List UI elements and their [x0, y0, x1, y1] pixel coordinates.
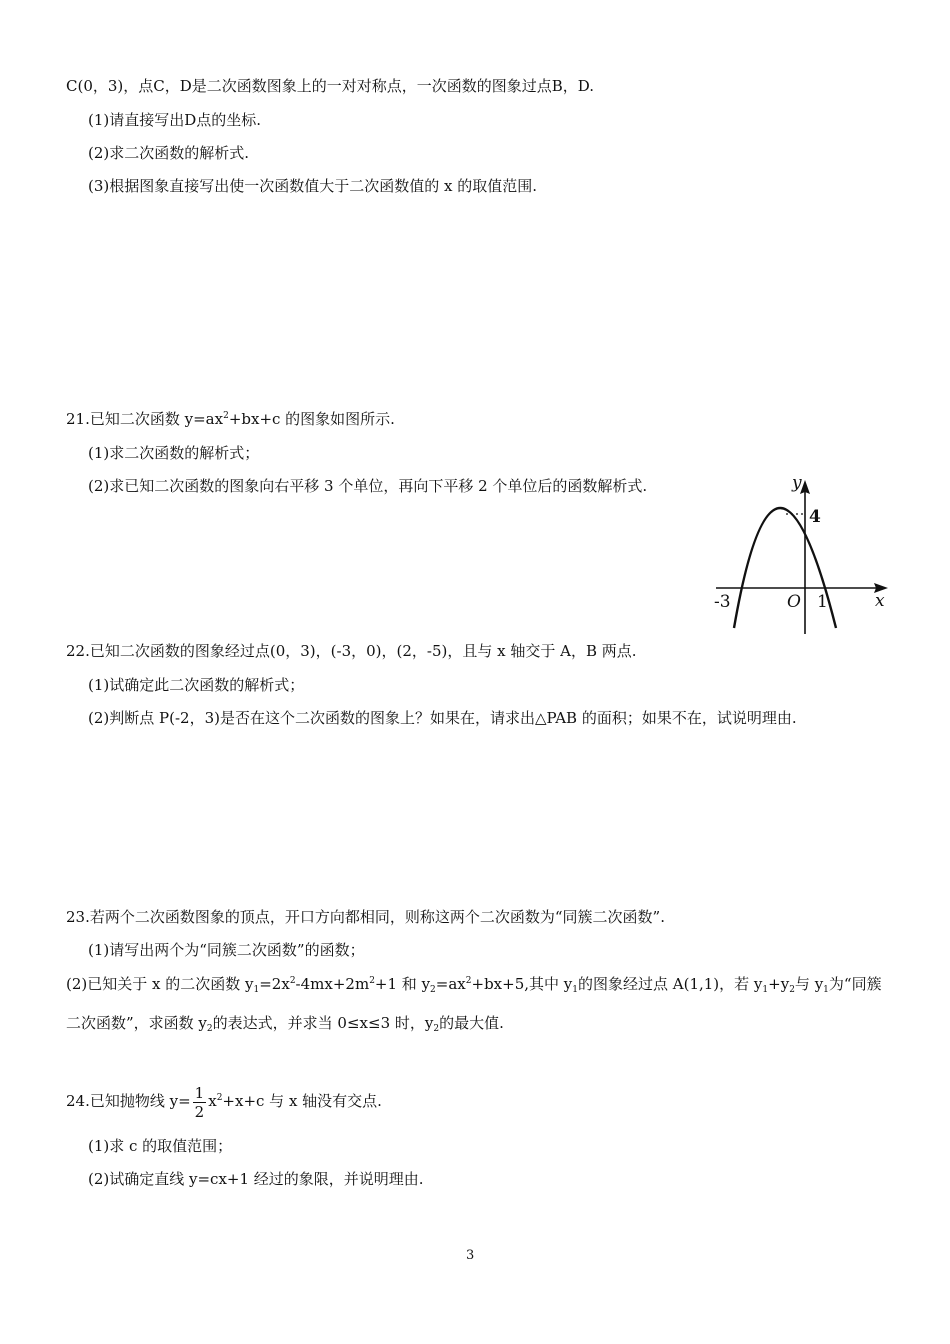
- q22-part2: (2)判断点 P(-2，3)是否在这个二次函数的图象上？如果在，请求出△PAB 的面积；如果不在，试说明理由.: [88, 709, 797, 727]
- x-axis-label: x: [875, 591, 885, 611]
- q21-stem: 21.已知二次函数 $y=ax^2+bx+c$ 的图象如图所示.: [66, 410, 395, 428]
- q21-part1: (1)求二次函数的解析式；: [88, 444, 260, 462]
- q23-stem: 23.若两个二次函数图象的顶点，开口方向都相同，则称这两个二次函数为“同簇二次函数”.: [66, 908, 665, 926]
- q24-part1: (1)求 c 的取值范围；: [88, 1137, 233, 1155]
- q24-stem: 24.已知抛物线 y= $\frac{1}{2}$ $x^2+x+c$ 与 x 轴没有交点.: [66, 1083, 382, 1121]
- q24-part2: (2)试确定直线 y=cx+1 经过的象限，并说明理由.: [88, 1170, 424, 1188]
- q20-intro: C(0，3)，点C，D是二次函数图象上的一对对称点，一次函数的图象过点B，D.: [66, 77, 595, 95]
- tick-label-4: 4: [809, 507, 821, 527]
- origin-label: O: [787, 592, 801, 612]
- q20-part3: (3)根据图象直接写出使一次函数值大于二次函数值的 x 的取值范围.: [88, 177, 538, 195]
- q20-part2: (2)求二次函数的解析式.: [88, 144, 250, 162]
- y-axis-label: y: [792, 473, 802, 493]
- parabola-figure: [712, 470, 892, 635]
- q22-stem: 22.已知二次函数的图象经过点(0，3)，(-3，0)，(2，-5)，且与 x 轴交于 A，B 两点.: [66, 642, 637, 660]
- q23-part2: (2)已知关于 x 的二次函数 $y_1=2x^2-4mx+2m^2+1$ 和 $y_2=ax^2+bx+5$,其中 $y_1$的图象经过点 A(1,1)，若 $y_1+y_2$与 $y_1$为“同簇: [66, 975, 882, 995]
- q22-part1: (1)试确定此二次函数的解析式；: [88, 676, 305, 694]
- q23-part1: (1)请写出两个为“同簇二次函数”的函数；: [88, 941, 365, 959]
- q23-part2-line2: 二次函数”，求函数 $y_2$的表达式，并求当 0≤x≤3 时，$y_2$的最大值.: [66, 1014, 504, 1034]
- page-number: 3: [466, 1248, 475, 1263]
- fraction-one-half: $\frac{1}{2}$: [194, 1083, 205, 1121]
- q20-part1: (1)请直接写出D点的坐标.: [88, 111, 262, 129]
- tick-label-1: 1: [817, 592, 828, 612]
- q21-part2: (2)求已知二次函数的图象向右平移 3 个单位，再向下平移 2 个单位后的函数解析式.: [88, 477, 648, 495]
- tick-label-neg3: -3: [714, 592, 731, 612]
